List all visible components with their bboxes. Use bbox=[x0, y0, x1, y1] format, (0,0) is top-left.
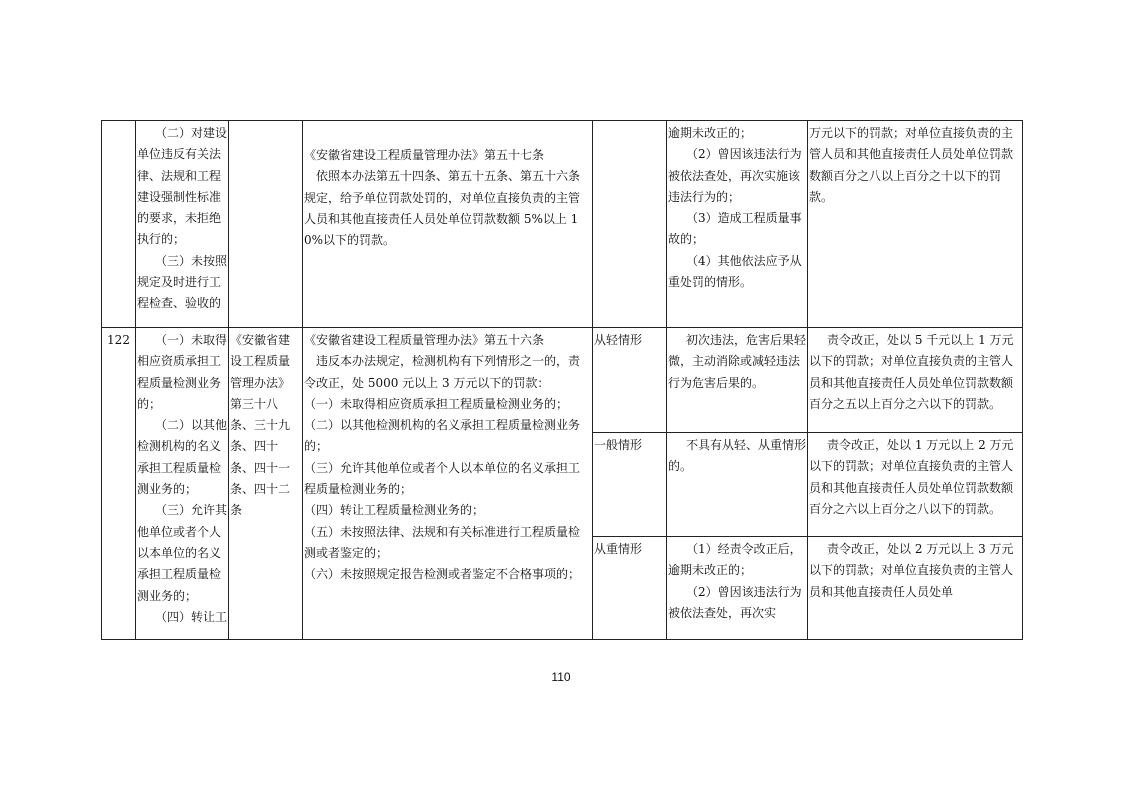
standard-text: 责令改正，处以 5 千元以上 1 万元以下的罚款；对单位直接负责的主管人员和其他直接责任人员处单位罚款数额百分之五以上百分之六以下的罚款。 bbox=[809, 333, 1014, 411]
level-cell-heavy: 从重情形 bbox=[593, 537, 667, 640]
standard-text: 万元以下的罚款；对单位直接负责的主管人员和其他直接责任人员处单位罚款数额百分之八以上百分之十以下的罚款。 bbox=[809, 126, 1014, 204]
legal-basis-cell bbox=[229, 328, 303, 640]
circumstance-item: （1）经责令改正后，逾期未改正的； bbox=[668, 542, 802, 578]
circumstances-cell bbox=[667, 328, 808, 433]
standard-text: 责令改正，处以 1 万元以上 2 万元以下的罚款；对单位直接负责的主管人员和其他直接责任人员处单位罚款数额百分之六以上百分之八以下的罚款。 bbox=[809, 438, 1014, 516]
circumstances-cell bbox=[667, 433, 808, 537]
penalty-basis-item: （五）未按照法律、法规和有关标准进行工程质量检测或者鉴定的； bbox=[304, 524, 581, 560]
table-row-continued bbox=[102, 121, 1023, 328]
circumstance-item: 逾期未改正的； bbox=[668, 126, 753, 140]
penalty-basis-item: （三）允许其他单位或者个人以本单位的名义承担工程质量检测业务的； bbox=[304, 460, 581, 497]
penalty-basis-title: 《安徽省建设工程质量管理办法》第五十七条 bbox=[304, 148, 545, 162]
penalty-basis-item: （四）转让工程质量检测业务的； bbox=[304, 503, 485, 518]
violation-item: （二）对建设单位违反有关法律、法规和工程建设强制性标准的要求，未拒绝执行的； bbox=[137, 126, 228, 247]
level-cell bbox=[593, 121, 667, 328]
standard-cell bbox=[808, 537, 1023, 640]
circumstance-item: （2）曾因该违法行为被依法查处，再次实 bbox=[668, 584, 802, 620]
penalty-basis-item: （六）未按照规定报告检测或者鉴定不合格事项的； bbox=[304, 567, 581, 582]
violation-item: （四）转让工 bbox=[155, 609, 228, 624]
row-number-cell bbox=[102, 121, 136, 328]
penalty-basis-title: 《安徽省建设工程质量管理办法》第五十六条 bbox=[304, 333, 545, 347]
penalty-basis-text: 违反本办法规定，检测机构有下列情形之一的，责令改正，处 5000 元以上 3 万元以下的罚款： bbox=[304, 354, 581, 390]
penalty-basis-cell bbox=[303, 328, 593, 640]
circumstances-cell bbox=[667, 121, 808, 328]
violation-cell bbox=[136, 121, 229, 328]
circumstance-item: （3）造成工程质量事故的； bbox=[668, 211, 802, 247]
violation-cell bbox=[136, 328, 229, 640]
table-row-122-light bbox=[102, 328, 1023, 433]
legal-basis-text: 《安徽省建设工程质量管理办法》第三十八条、三十九条、四十条、四十一条、四十二条 bbox=[230, 333, 291, 518]
circumstance-item: 不具有从轻、从重情形的。 bbox=[668, 438, 807, 474]
penalty-discretion-table bbox=[101, 120, 1023, 640]
penalty-basis-item: （二）以其他检测机构的名义承担工程质量检测业务的； bbox=[304, 418, 581, 454]
standard-cell bbox=[808, 328, 1023, 433]
violation-item: （三）允许其他单位或者个人以本单位的名义承担工程质量检测业务的； bbox=[137, 503, 228, 603]
circumstance-item: 初次违法，危害后果轻微，主动消除或减轻违法行为危害后果的。 bbox=[668, 333, 807, 390]
standard-cell bbox=[808, 433, 1023, 537]
row-number-cell: 122 bbox=[102, 328, 136, 640]
penalty-basis-text: 依照本办法第五十四条、第五十五条、第五十六条规定，给予单位罚款处罚的，对单位直接负责的主管人员和其他直接责任人员处单位罚款数额 5%以上 10%以下的罚款。 bbox=[304, 169, 581, 248]
circumstances-cell bbox=[667, 537, 808, 640]
violation-item: （一）未取得相应资质承担工程质量检测业务的； bbox=[137, 333, 228, 411]
penalty-basis-cell bbox=[303, 121, 593, 328]
circumstance-item: （4）其他依法应予从重处罚的情形。 bbox=[668, 253, 802, 290]
page-number: 110 bbox=[551, 670, 571, 684]
penalty-basis-item: （一）未取得相应资质承担工程质量检测业务的； bbox=[304, 396, 569, 411]
standard-text: 责令改正，处以 2 万元以上 3 万元以下的罚款；对单位直接负责的主管人员和其他直接责任人员处单 bbox=[809, 542, 1014, 599]
violation-item: （三）未按照规定及时进行工程检查、验收的 bbox=[137, 253, 228, 311]
circumstance-item: （2）曾因该违法行为被依法查处，再次实施该违法行为的； bbox=[668, 147, 802, 204]
legal-basis-cell bbox=[229, 121, 303, 328]
violation-item: （二）以其他检测机构的名义承担工程质量检测业务的； bbox=[137, 418, 228, 497]
level-cell-light: 从轻情形 bbox=[593, 328, 667, 433]
standard-cell bbox=[808, 121, 1023, 328]
level-cell-general: 一般情形 bbox=[593, 433, 667, 537]
